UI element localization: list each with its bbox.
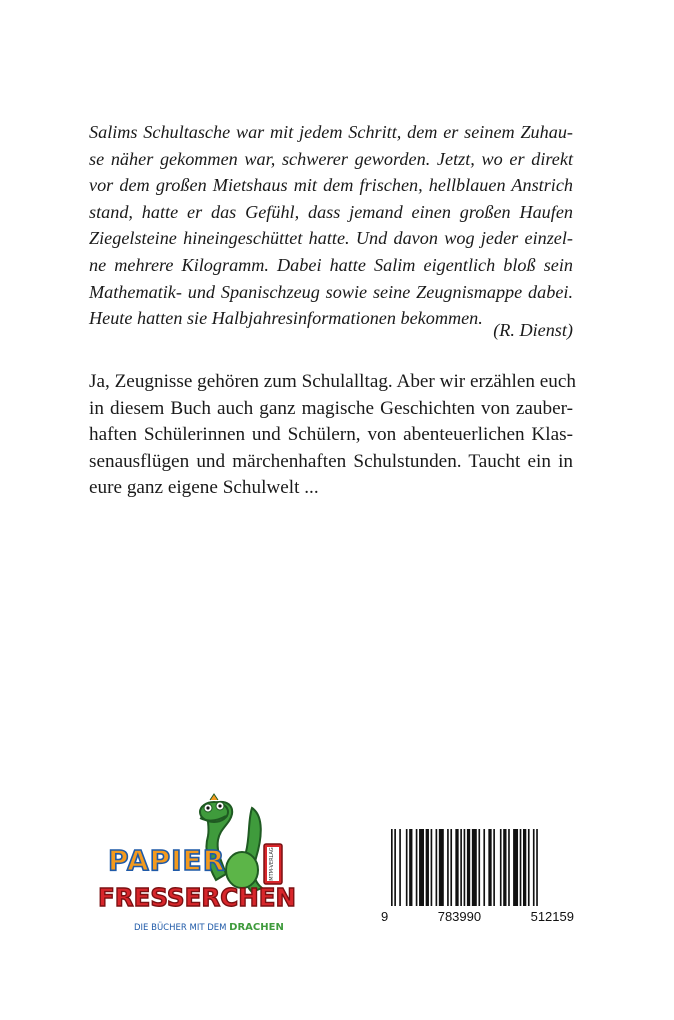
blurb-line: haften Schülerinnen und Schülern, von abenteuerlichen Klas-: [89, 424, 573, 446]
excerpt-line: Mathematik- und Spanischzeug sowie seine Zeugnismappe dabei.: [89, 281, 573, 302]
barcode-digit-group: 512159: [530, 909, 574, 924]
excerpt-line: Salims Schultasche war mit jedem Schritt, dem er seinem Zuhau-: [89, 122, 573, 142]
logo-word-fresserchen: FRESSERCHEN: [98, 883, 296, 912]
barcode-bar: [488, 829, 491, 906]
blurb-line: senausflügen und märchenhaften Schulstunden. Taucht ein in: [89, 450, 573, 472]
barcode-bar: [455, 829, 458, 906]
barcode-bar: [536, 829, 538, 906]
barcode-bar: [419, 829, 424, 906]
barcode-bar: [447, 829, 449, 906]
barcode-bar: [450, 829, 452, 906]
book-excerpt: [89, 119, 573, 332]
barcode-bar: [472, 829, 477, 906]
barcode-bar: [426, 829, 429, 906]
barcode-bar: [478, 829, 480, 906]
barcode-bar: [464, 829, 466, 906]
excerpt-line: stand, hatte er das Gefühl, dass jemand einen großen Haufen: [89, 201, 573, 222]
barcode-bar: [439, 829, 444, 906]
barcode-bar: [528, 829, 530, 906]
blurb-line: eure ganz eigene Schulwelt ...: [89, 477, 319, 499]
isbn-barcode: [381, 829, 574, 932]
barcode-digits: [381, 909, 574, 924]
barcode-bar: [416, 829, 418, 906]
excerpt-line: vor dem großen Mietshaus mit dem frischen, hellblauen Anstrich: [89, 175, 573, 196]
logo-word-papier: PAPIER: [108, 844, 226, 877]
excerpt-line: ne mehrere Kilogramm. Dabei hatte Salim eigentlich bloß sein: [89, 254, 573, 275]
barcode-digit-prefix: 9: [381, 909, 389, 924]
book-blurb: [89, 369, 576, 502]
book-label: MTM-VERLAG: [269, 847, 275, 881]
barcode-bar: [513, 829, 518, 906]
barcode-bar: [500, 829, 502, 906]
barcode-bar: [391, 829, 393, 906]
excerpt-attribution: (R. Dienst): [493, 320, 573, 340]
excerpt-line: Heute hatten sie Halbjahresinformationen bekommen.: [89, 308, 483, 329]
barcode-bar: [467, 829, 470, 906]
barcode-bars: [381, 829, 574, 906]
barcode-bar: [508, 829, 510, 906]
blurb-line: Ja, Zeugnisse gehören zum Schulalltag. Aber wir erzählen euch: [89, 371, 576, 392]
barcode-bar: [493, 829, 495, 906]
blurb-line: in diesem Buch auch ganz magische Geschichten von zauber-: [89, 397, 573, 419]
barcode-bar: [533, 829, 535, 906]
publisher-logo: [96, 788, 300, 938]
barcode-bar: [520, 829, 522, 906]
barcode-bar: [406, 829, 408, 906]
barcode-bar: [399, 829, 401, 906]
barcode-bar: [431, 829, 433, 906]
barcode-bar: [503, 829, 506, 906]
excerpt-line: se näher gekommen war, schwerer geworden. Jetzt, wo er direkt: [89, 148, 573, 169]
excerpt-line: Ziegelsteine hineingeschüttet hatte. Und davon wog jeder einzel-: [89, 228, 573, 249]
barcode-bar: [460, 829, 462, 906]
barcode-bar: [483, 829, 485, 906]
barcode-digit-group: 783990: [437, 909, 482, 924]
barcode-bar: [523, 829, 526, 906]
barcode-bar: [436, 829, 438, 906]
barcode-bar: [409, 829, 412, 906]
barcode-bar: [394, 829, 396, 906]
logo-tagline: DIE BÜCHER MIT DEM DRACHEN: [134, 922, 284, 933]
